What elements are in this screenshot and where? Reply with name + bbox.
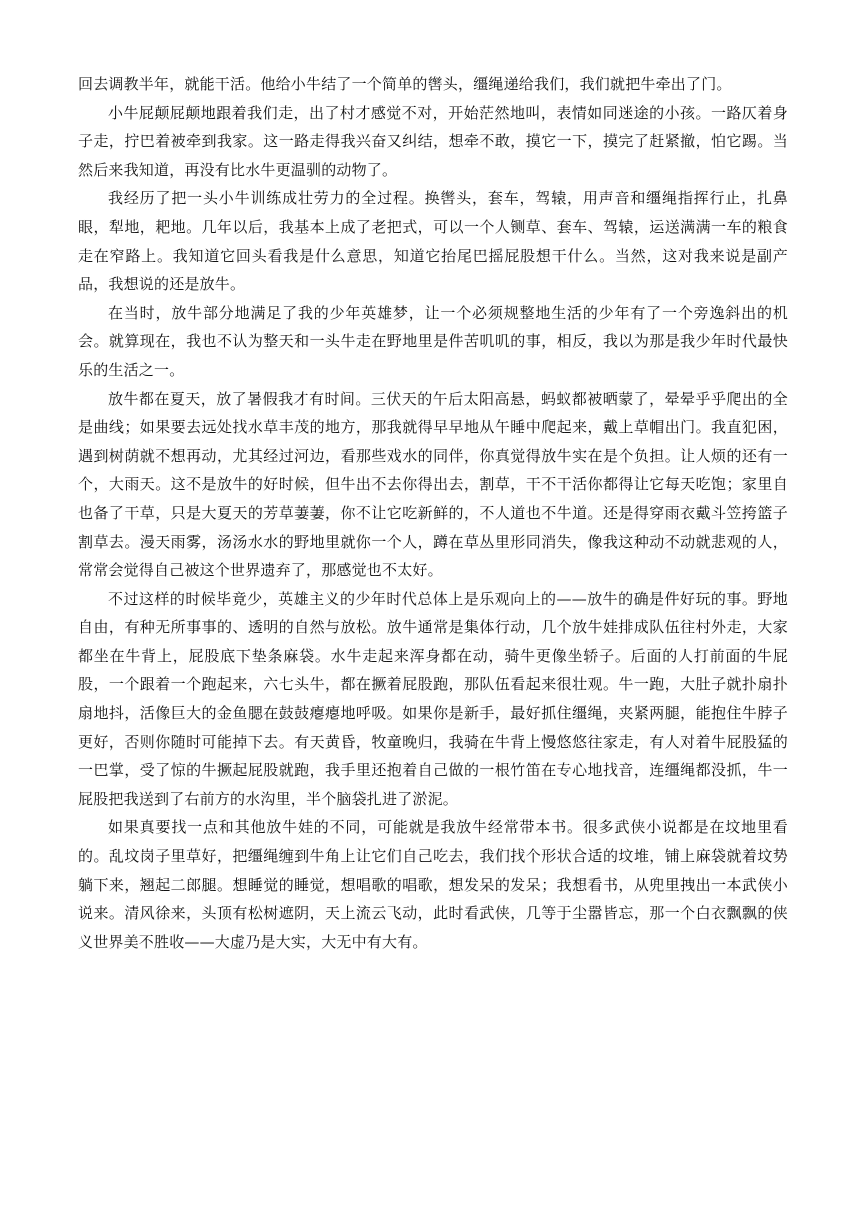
paragraph-3: 我经历了把一头小牛训练成壮劳力的全过程。换辔头，套车，驾辕，用声音和缰绳指挥行止，扎鼻眼，犁地，耙地。几年以后，我基本上成了老把式，可以一个人铡草、套车、驾辕，运送满满一车的粮食走在窄路上。我知道它回头看我是什么意思，知道它抬尾巴摇屁股想干什么。当然，这对我来说是副产品，我想说的还是放牛。: [78, 189, 788, 294]
paragraph-7: 如果真要找一点和其他放牛娃的不同，可能就是我放牛经常带本书。很多武侠小说都是在坟地里看的。乱坟岗子里草好，把缰绳缠到牛角上让它们自己吃去，我们找个形状合适的坟堆，铺上麻袋就着坟势躺下来，翘起二郎腿。想睡觉的睡觉，想唱歌的唱歌，想发呆的发呆；我想看书，从兜里拽出一本武侠小说来。清风徐来，头顶有松树遮阴，天上流云飞动，此时看武侠，几等于尘嚣皆忘，那一个白衣飘飘的侠义世界美不胜收——大虚乃是大实，大无中有大有。: [78, 818, 788, 951]
paragraph-6: 不过这样的时候毕竟少，英雄主义的少年时代总体上是乐观向上的——放牛的确是件好玩的事。野地自由，有种无所事事的、透明的自然与放松。放牛通常是集体行动，几个放牛娃排成队伍往村外走，大家都坐在牛背上，屁股底下垫条麻袋。水牛走起来浑身都在动，骑牛更像坐轿子。后面的人打前面的牛屁股，一个跟着一个跑起来，六七头牛，都在撅着屁股跑，那队伍看起来很壮观。牛一跑，大肚子就扑扇扑扇地抖，活像巨大的金鱼腮在鼓鼓瘪瘪地呼吸。如果你是新手，最好抓住缰绳，夹紧两腿，能抱住牛脖子更好，否则你随时可能掉下去。有天黄昏，牧童晚归，我骑在牛背上慢悠悠往家走，有人对着牛屁股猛的一巴掌，受了惊的牛撅起屁股就跑，我手里还抱着自己做的一根竹笛在专心地找音，连缰绳都没抓，牛一屁股把我送到了右前方的水沟里，半个脑袋扎进了淤泥。: [78, 589, 788, 808]
paragraph-4: 在当时，放牛部分地满足了我的少年英雄梦，让一个必须规整地生活的少年有了一个旁逸斜出的机会。就算现在，我也不认为整天和一头牛走在野地里是件苦叽叽的事，相反，我以为那是我少年时代最快乐的生活之一。: [78, 303, 788, 379]
paragraph-2: 小牛屁颠屁颠地跟着我们走，出了村才感觉不对，开始茫然地叫，表情如同迷途的小孩。一路仄着身子走，拧巴着被牵到我家。这一路走得我兴奋又纠结，想牵不敢，摸它一下，摸完了赶紧撤，怕它踢。当然后来我知道，再没有比水牛更温驯的动物了。: [78, 103, 788, 179]
paragraph-1: 回去调教半年，就能干活。他给小牛结了一个简单的辔头，缰绳递给我们，我们就把牛牵出了门。: [78, 75, 732, 93]
article-body: [78, 70, 788, 956]
paragraph-5: 放牛都在夏天，放了暑假我才有时间。三伏天的午后太阳高悬，蚂蚁都被晒蒙了，晕晕乎乎爬出的全是曲线；如果要去远处找水草丰茂的地方，那我就得早早地从午睡中爬起来，戴上草帽出门。我直犯困，遇到树荫就不想再动，尤其经过河边，看那些戏水的同伴，你真觉得放牛实在是个负担。让人烦的还有一个，大雨天。这不是放牛的好时候，但牛出不去你得出去，割草，干不干活你都得让它每天吃饱；家里自也备了干草，只是大夏天的芳草萋萋，你不让它吃新鲜的，不人道也不牛道。还是得穿雨衣戴斗笠挎篮子割草去。漫天雨雾，汤汤水水的野地里就你一个人，蹲在草丛里形同消失，像我这种动不动就悲观的人，常常会觉得自己被这个世界遗弃了，那感觉也不太好。: [78, 389, 788, 580]
